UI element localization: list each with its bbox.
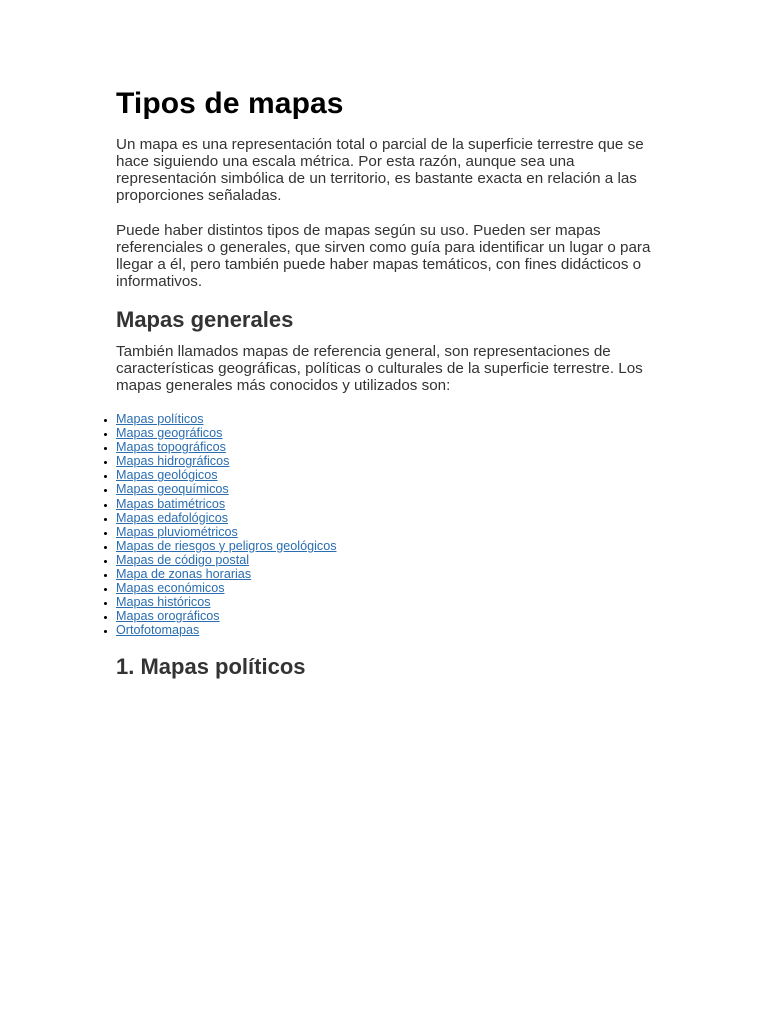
link-mapas-hidrograficos[interactable]: Mapas hidrográficos [116,454,230,469]
list-item [116,482,656,496]
link-mapas-historicos[interactable]: Mapas históricos [116,595,211,610]
link-mapas-codigo-postal[interactable]: Mapas de código postal [116,552,250,567]
link-ortofotomapas[interactable]: Ortofotomapas [116,623,200,638]
list-item [116,567,656,581]
link-mapas-batimetricos[interactable]: Mapas batimétricos [116,496,226,511]
list-item [116,468,656,482]
link-mapas-geograficos[interactable]: Mapas geográficos [116,426,223,441]
list-item [116,595,656,609]
section-heading-mapas-generales: Mapas generales [116,307,294,332]
link-mapas-geologicos[interactable]: Mapas geológicos [116,468,218,483]
link-mapa-zonas-horarias[interactable]: Mapa de zonas horarias [116,567,252,582]
document-page [116,84,656,682]
list-item [116,581,656,595]
link-mapas-orograficos[interactable]: Mapas orográficos [116,609,220,624]
list-item [116,497,656,511]
general-maps-paragraph: También llamados mapas de referencia general, son representaciones de características geográficas, políticas o culturales de la superficie terrestre. Los mapas generales más conocidos y utilizados son: [116,343,643,394]
list-item [116,412,656,426]
list-item [116,623,656,637]
section-heading-mapas-politicos: 1. Mapas políticos [116,653,306,679]
link-mapas-edafologicos[interactable]: Mapas edafológicos [116,510,229,525]
intro-paragraph: Un mapa es una representación total o parcial de la superficie terrestre que se hace siguiendo una escala métrica. Por esta razón, aunque sea una representación simbólica de un territorio, es bastante exacta en relación a las proporciones señaladas. [116,136,644,204]
list-item [116,609,656,623]
link-mapas-politicos[interactable]: Mapas políticos [116,412,204,426]
link-mapas-topograficos[interactable]: Mapas topográficos [116,440,226,455]
list-item [116,440,656,454]
list-item [116,426,656,440]
list-item [116,525,656,539]
link-mapas-economicos[interactable]: Mapas económicos [116,581,225,596]
page-title: Tipos de mapas [116,87,344,120]
list-item [116,539,656,553]
list-item [116,454,656,468]
map-types-list [116,412,656,638]
link-mapas-riesgos-peligros[interactable]: Mapas de riesgos y peligros geológicos [116,538,337,553]
link-mapas-geoquimicos[interactable]: Mapas geoquímicos [116,482,229,497]
link-mapas-pluviometricos[interactable]: Mapas pluviométricos [116,524,238,539]
list-item [116,511,656,525]
list-item [116,553,656,567]
second-paragraph: Puede haber distintos tipos de mapas según su uso. Pueden ser mapas referenciales o generales, que sirven como guía para identificar un lugar o para llegar a él, pero también puede haber mapas temáticos, con fines didácticos o informativos. [116,222,651,290]
